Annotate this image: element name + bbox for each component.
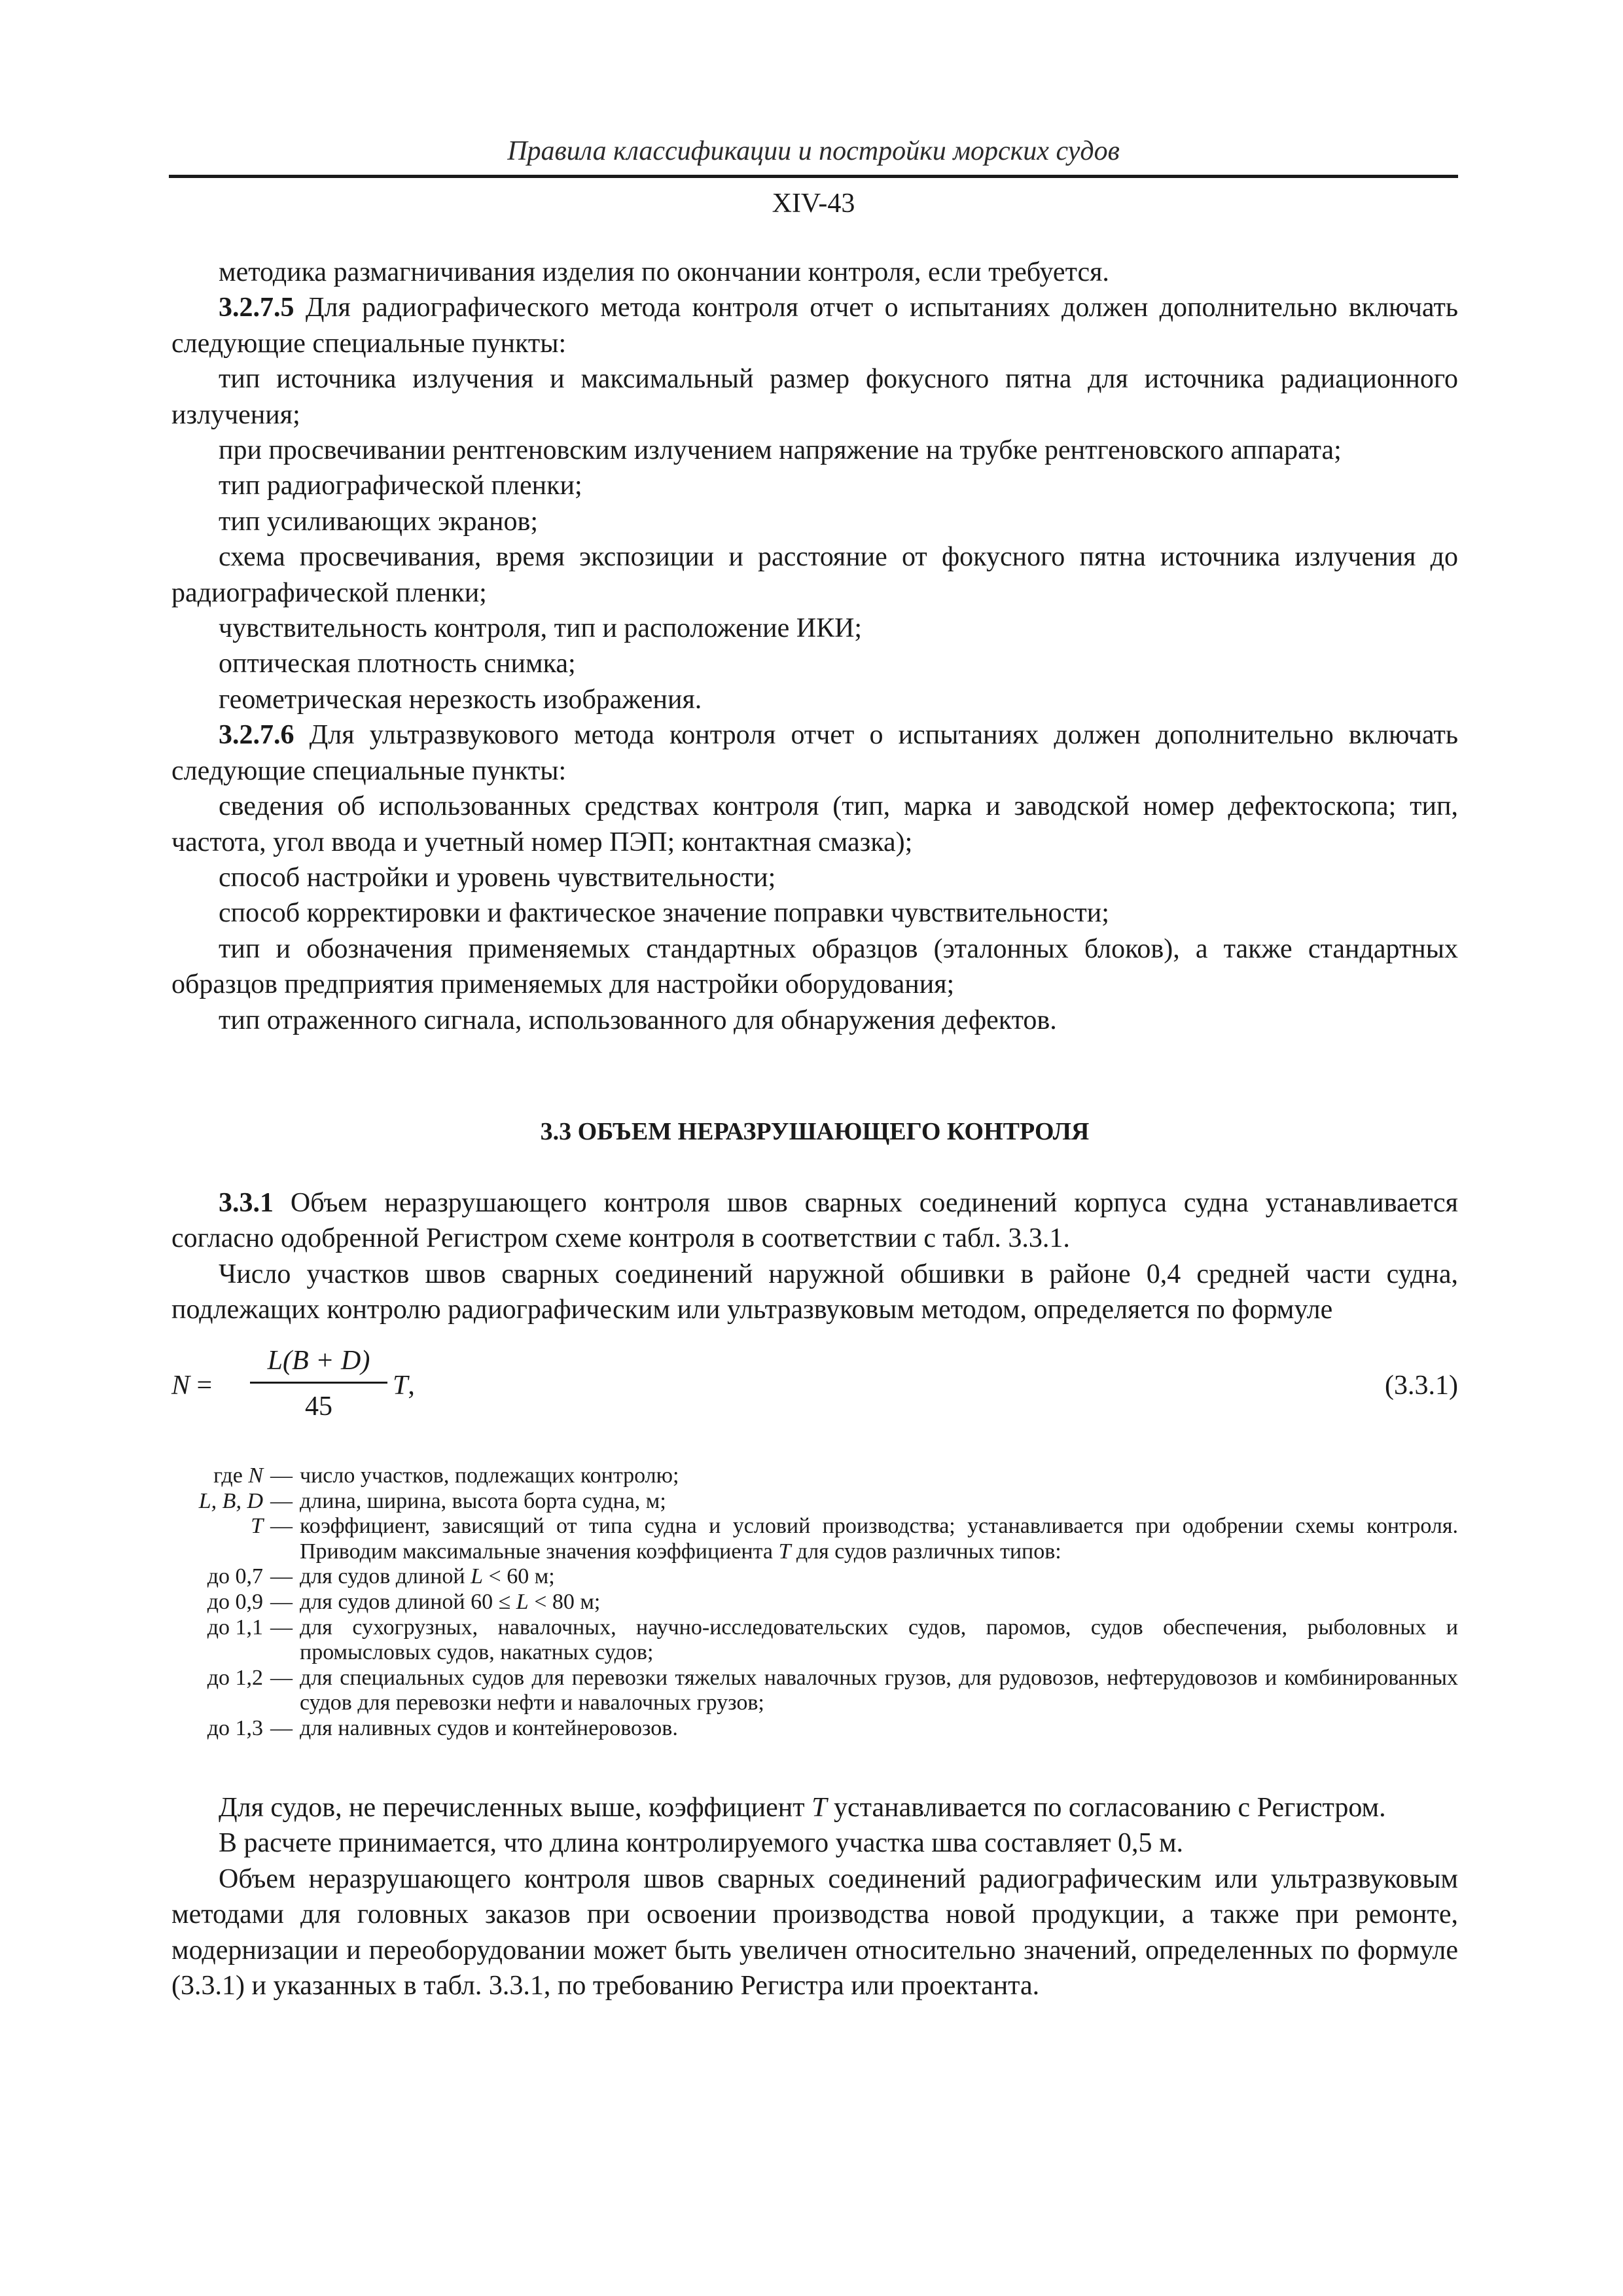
note-text: для сухогрузных, навалочных, научно-исследовательских судов, паромов, судов обеспечения, рыболовных и промысловых судов, накатных судов; [300, 1615, 1458, 1665]
paragraph-text: Объем неразрушающего контроля швов сварных соединений корпуса судна устанавливается согласно одобренной Регистром схеме контроля в соответствии с табл. 3.3.1. [171, 1188, 1458, 1254]
note-text: для наливных судов и контейнеровозов. [300, 1715, 678, 1740]
note-symbol: T [251, 1514, 263, 1539]
list-item: тип отраженного сигнала, использованного для обнаружения дефектов. [219, 1005, 1057, 1035]
list-item: сведения об использованных средствах контроля (тип, марка и заводской номер дефектоскопа; тип, частота, угол ввода и учетный номер ПЭП; контактная смазка); [171, 791, 1458, 857]
list-item: тип радиографической пленки; [219, 471, 582, 501]
note-text: число участков, подлежащих контролю; [300, 1463, 679, 1488]
formula-numerator: L(B + D) [267, 1346, 370, 1376]
note-dash: — [270, 1589, 293, 1614]
note-symbol: до 0,7 [207, 1564, 263, 1589]
paragraph: методика размагничивания изделия по окончании контроля, если требуется. [219, 257, 1109, 287]
paragraph: В расчете принимается, что длина контролируемого участка шва составляет 0,5 м. [219, 1828, 1184, 1859]
note-symbol [171, 1463, 263, 1489]
list-item: тип усиливающих экранов; [219, 506, 539, 537]
note-item [171, 1564, 1458, 1590]
note-item [171, 1615, 1458, 1666]
header-rule [169, 175, 1458, 178]
clause-number: 3.3.1 [219, 1188, 274, 1218]
list-item: способ корректировки и фактическое значение поправки чувствительности; [219, 898, 1109, 929]
clause-number: 3.2.7.6 [219, 720, 294, 751]
note-text: для судов длиной 60 ≤ L < 80 м; [300, 1589, 601, 1614]
paragraph: Для судов, не перечисленных выше, коэффициент T устанавливается по согласованию с Регистром. [219, 1793, 1386, 1823]
paragraph-text: Для ультразвукового метода контроля отчет о испытаниях должен дополнительно включать следующие специальные пункты: [171, 720, 1458, 786]
note-prefix: где [213, 1463, 249, 1488]
formula-variable: T [393, 1371, 408, 1401]
paragraph-3-3-1 [171, 1185, 1458, 1257]
paragraph: Объем неразрушающего контроля швов сварных соединений радиографическим или ультразвуковым методами для головных заказов при освоении производства новой продукции, а также при ремонте, модернизации и переоборудовании может быть увеличен относительно значений, определенных по формуле (3.3.1) и указанных в табл. 3.3.1, по требованию Регистра или проектанта. [171, 1863, 1458, 2001]
note-text: для специальных судов для перевозки тяжелых навалочных грузов, для рудовозов, нефтерудовозов и комбинированных судов для перевозки нефти и навалочных грузов; [300, 1665, 1458, 1715]
list-item: чувствительность контроля, тип и расположение ИКИ; [219, 613, 863, 644]
list-item: схема просвечивания, время экспозиции и расстояние от фокусного пятна источника излучения до радиографической пленки; [171, 542, 1458, 608]
clause-number: 3.2.7.5 [219, 293, 294, 323]
note-symbol: до 0,9 [207, 1589, 263, 1614]
note-item [171, 1666, 1458, 1716]
note-item [171, 1489, 1458, 1515]
list-item: способ настройки и уровень чувствительности; [219, 862, 776, 893]
note-dash: — [270, 1715, 293, 1740]
formula-label: (3.3.1) [1385, 1371, 1458, 1401]
running-title: Правила классификации и постройки морских судов [507, 136, 1120, 166]
note-item [171, 1514, 1458, 1564]
list-item: геометрическая нерезкость изображения. [219, 684, 702, 715]
formula-comma: , [408, 1371, 415, 1401]
formula-explanation [171, 1463, 1458, 1742]
paragraph-3-2-7-6 [171, 717, 1458, 789]
list-item: оптическая плотность снимка; [219, 649, 576, 679]
section-3-3-text [171, 1185, 1458, 1328]
section-3-3-closing-text [171, 1790, 1458, 2003]
formula-variable: N [171, 1371, 190, 1401]
formula-3-3-1 [171, 1345, 1458, 1430]
note-dash: — [270, 1514, 293, 1539]
note-symbol: до 1,3 [207, 1715, 263, 1740]
note-symbol: до 1,1 [207, 1615, 263, 1640]
formula-factor [393, 1370, 415, 1401]
note-text: для судов длиной L < 60 м; [300, 1564, 555, 1589]
note-variable: N [248, 1463, 263, 1488]
section-heading: 3.3 ОБЪЕМ НЕРАЗРУШАЮЩЕГО КОНТРОЛЯ [540, 1118, 1090, 1145]
section-3-2-text [171, 255, 1458, 1038]
note-item [171, 1463, 1458, 1489]
formula-lhs [171, 1370, 212, 1401]
note-text: длина, ширина, высота борта судна, м; [300, 1488, 666, 1513]
note-dash: — [270, 1488, 293, 1513]
list-item: тип и обозначения применяемых стандартных образцов (эталонных блоков), а также стандартных образцов предприятия применяемых для настройки оборудования; [171, 933, 1458, 1000]
fraction-bar [250, 1382, 387, 1384]
paragraph: Число участков швов сварных соединений наружной обшивки в районе 0,4 средней части судна, подлежащих контролю радиографическим или ультразвуковым методом, определяется по формуле [171, 1259, 1458, 1325]
note-dash: — [270, 1564, 293, 1589]
list-item: тип источника излучения и максимальный размер фокусного пятна для источника радиационного излучения; [171, 364, 1458, 430]
list-item: при просвечивании рентгеновским излучением напряжение на трубке рентгеновского аппарата; [219, 435, 1342, 466]
note-symbol: L, B, D [198, 1488, 263, 1513]
paragraph-3-2-7-5 [171, 290, 1458, 361]
formula-denominator: 45 [305, 1391, 332, 1422]
note-text: коэффициент, зависящий от типа судна и условий производства; устанавливается при одобрении схемы контроля. Приводим максимальные значения коэффициента T для судов различных типов: [300, 1514, 1458, 1564]
note-dash: — [270, 1665, 293, 1690]
note-item [171, 1716, 1458, 1742]
formula-equals: = [190, 1371, 213, 1401]
note-symbol: до 1,2 [207, 1665, 263, 1690]
note-dash: — [270, 1615, 293, 1640]
note-dash: — [270, 1463, 293, 1488]
page-number: XIV-43 [772, 188, 855, 219]
paragraph-text: Для радиографического метода контроля отчет о испытаниях должен дополнительно включать следующие специальные пункты: [171, 293, 1458, 359]
note-item [171, 1590, 1458, 1615]
